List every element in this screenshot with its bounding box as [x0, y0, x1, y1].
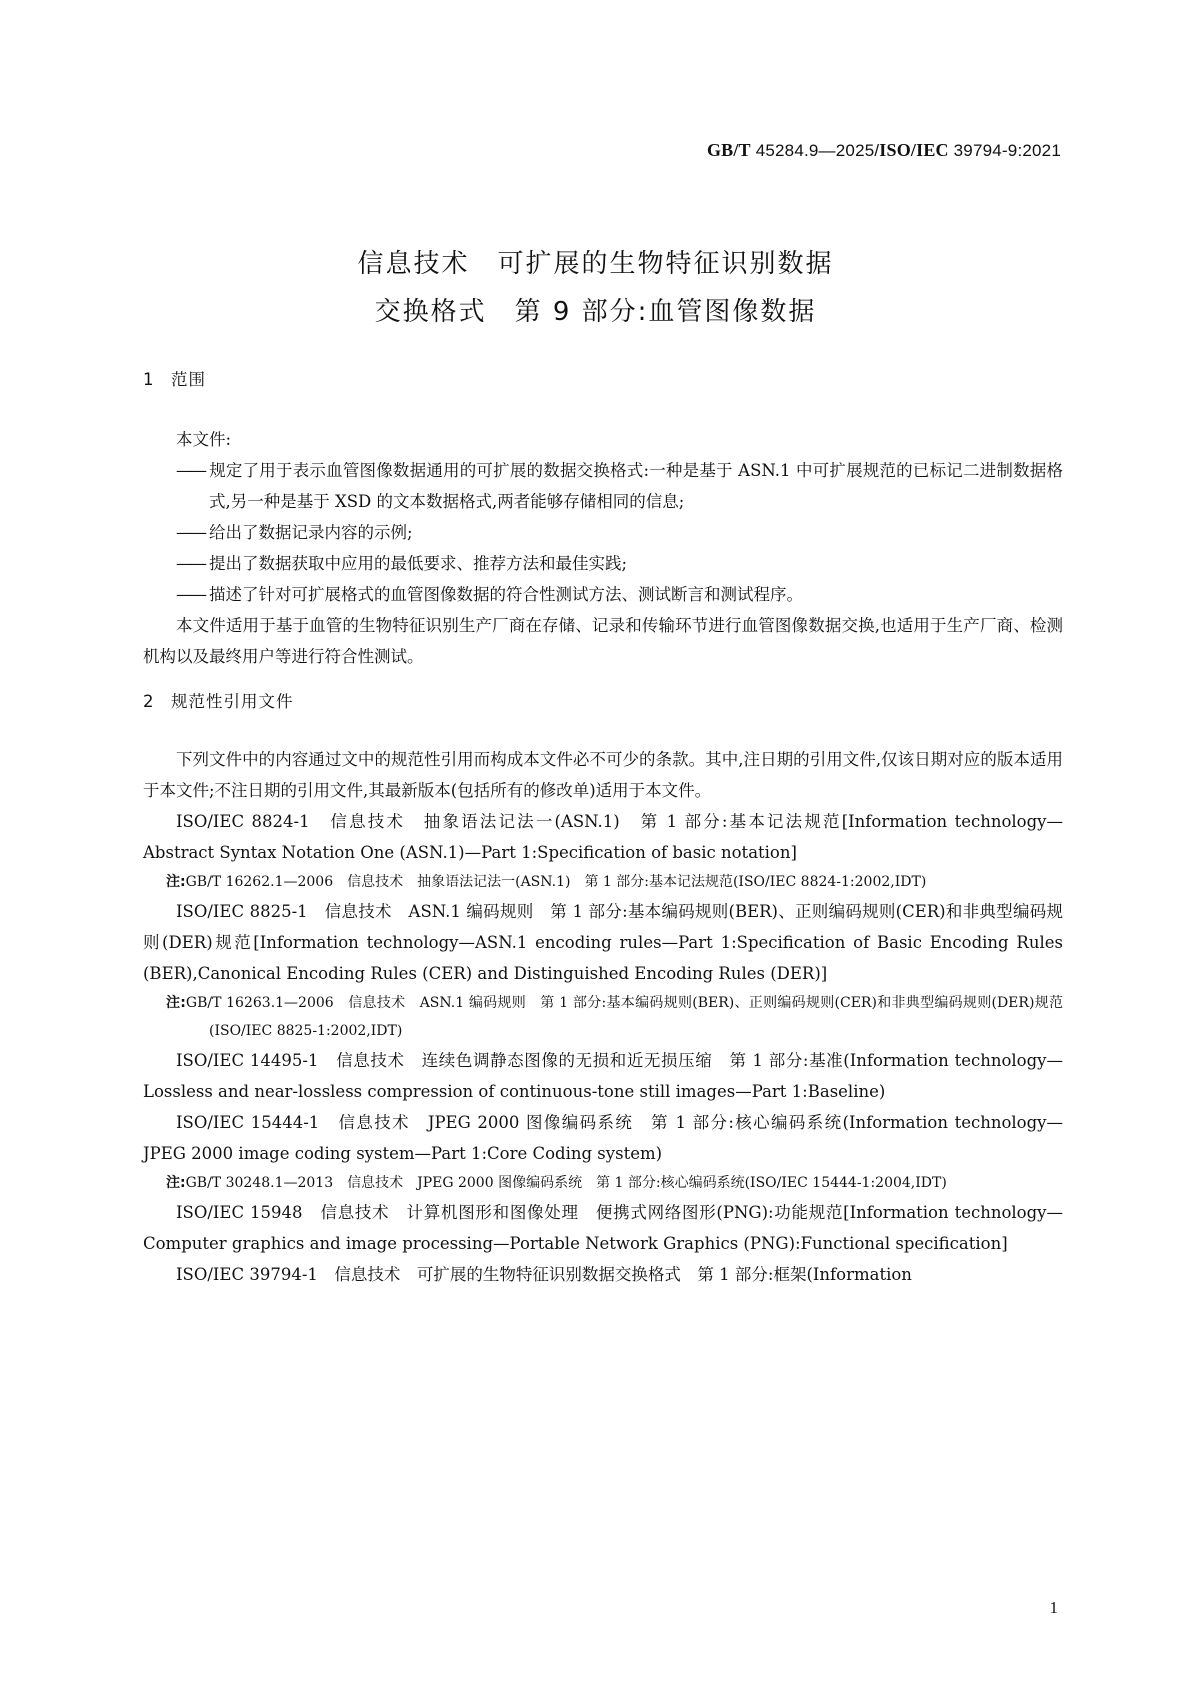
standard-number-iso: 39794-9:2021: [948, 141, 1061, 160]
scope-item: [143, 579, 1063, 610]
reference-entry: ISO/IEC 15444-1 信息技术 JPEG 2000 图像编码系统 第 1 部分:核心编码系统(Information technology—JPEG 2000 image coding system—Part 1:Core Coding system): [143, 1113, 1063, 1163]
references-intro: 下列文件中的内容通过文中的规范性引用而构成本文件必不可少的条款。其中,注日期的引用文件,仅该日期对应的版本适用于本文件;不注日期的引用文件,其最新版本(包括所有的修改单)适用于本文件。: [143, 750, 1063, 800]
title-line-1: 信息技术 可扩展的生物特征识别数据: [357, 249, 834, 279]
scope-item: [143, 455, 1063, 517]
scope-item: [143, 517, 1063, 548]
note-text: GB/T 30248.1—2013 信息技术 JPEG 2000 图像编码系统 第 1 部分:核心编码系统(ISO/IEC 15444-1:2004,IDT): [185, 1175, 947, 1191]
scope-item-text: 给出了数据记录内容的示例;: [209, 523, 413, 542]
dash-marker: ——: [176, 523, 205, 542]
scope-item-text: 规定了用于表示血管图像数据通用的可扩展的数据交换格式:一种是基于 ASN.1 中可扩展规范的已标记二进制数据格式,另一种是基于 XSD 的文本数据格式,两者能够存储相同的信息;: [209, 461, 1063, 511]
note-label: 注:: [166, 995, 186, 1011]
note-label: 注:: [166, 874, 186, 890]
reference-note: [143, 868, 1063, 896]
reference-entry: ISO/IEC 15948 信息技术 计算机图形和图像处理 便携式网络图形(PNG):功能规范[Information technology—Computer graphics and image processing—Portable Network Graphics (PNG):Functional specification]: [143, 1203, 1063, 1253]
section-1-body: [143, 424, 1063, 672]
section-2-heading: [143, 688, 294, 712]
title-line-2: 交换格式 第 9 部分:血管图像数据: [374, 297, 817, 327]
reference-entry: ISO/IEC 8825-1 信息技术 ASN.1 编码规则 第 1 部分:基本编码规则(BER)、正则编码规则(CER)和非典型编码规则(DER)规范[Information technology—ASN.1 encoding rules—Part 1:Specification of Basic Encoding Rules (BER),Canonical Encoding Rules (CER) and Distinguished Encoding Rules (DER)]: [143, 902, 1063, 983]
note-text: GB/T 16262.1—2006 信息技术 抽象语法记法一(ASN.1) 第 1 部分:基本记法规范(ISO/IEC 8824-1:2002,IDT): [185, 874, 927, 890]
dash-marker: ——: [176, 554, 205, 573]
page-number: 1: [1049, 1598, 1058, 1617]
standard-prefix-isoiec: ISO/IEC: [879, 140, 949, 160]
scope-item: [143, 548, 1063, 579]
reference-entry: ISO/IEC 8824-1 信息技术 抽象语法记法一(ASN.1) 第 1 部分:基本记法规范[Information technology—Abstract Syntax Notation One (ASN.1)—Part 1:Specification of basic notation]: [143, 812, 1063, 862]
scope-item-text: 描述了针对可扩展格式的血管图像数据的符合性测试方法、测试断言和测试程序。: [209, 585, 803, 604]
standard-number-gb: 45284.9—2025/: [750, 141, 880, 160]
section-title: 规范性引用文件: [171, 692, 294, 711]
section-number: 1: [143, 370, 155, 389]
reference-entry: ISO/IEC 14495-1 信息技术 连续色调静态图像的无损和近无损压缩 第 1 部分:基准(Information technology—Lossless and near-lossless compression of continuous-tone still images—Part 1:Baseline): [143, 1051, 1063, 1101]
section-title: 范围: [171, 370, 206, 389]
standard-number-header: [707, 140, 1061, 161]
section-1-heading: [143, 366, 206, 390]
standard-prefix-gbt: GB/T: [706, 140, 751, 160]
scope-applicability: 本文件适用于基于血管的生物特征识别生产厂商在存储、记录和传输环节进行血管图像数据交换,也适用于生产厂商、检测机构以及最终用户等进行符合性测试。: [143, 616, 1063, 666]
reference-note: [143, 1169, 1063, 1197]
scope-item-text: 提出了数据获取中应用的最低要求、推荐方法和最佳实践;: [209, 554, 628, 573]
section-number: 2: [143, 692, 155, 711]
section-2-body: [143, 744, 1063, 1290]
reference-entry: ISO/IEC 39794-1 信息技术 可扩展的生物特征识别数据交换格式 第 1 部分:框架(Information: [176, 1265, 912, 1284]
dash-marker: ——: [176, 585, 205, 604]
scope-intro: 本文件:: [176, 430, 232, 449]
reference-note: [143, 989, 1063, 1045]
dash-marker: ——: [176, 461, 205, 480]
note-text: GB/T 16263.1—2006 信息技术 ASN.1 编码规则 第 1 部分:基本编码规则(BER)、正则编码规则(CER)和非典型编码规则(DER)规范(ISO/IEC 8825-1:2002,IDT): [185, 995, 1063, 1039]
document-title: [0, 240, 1191, 336]
note-label: 注:: [166, 1175, 186, 1191]
